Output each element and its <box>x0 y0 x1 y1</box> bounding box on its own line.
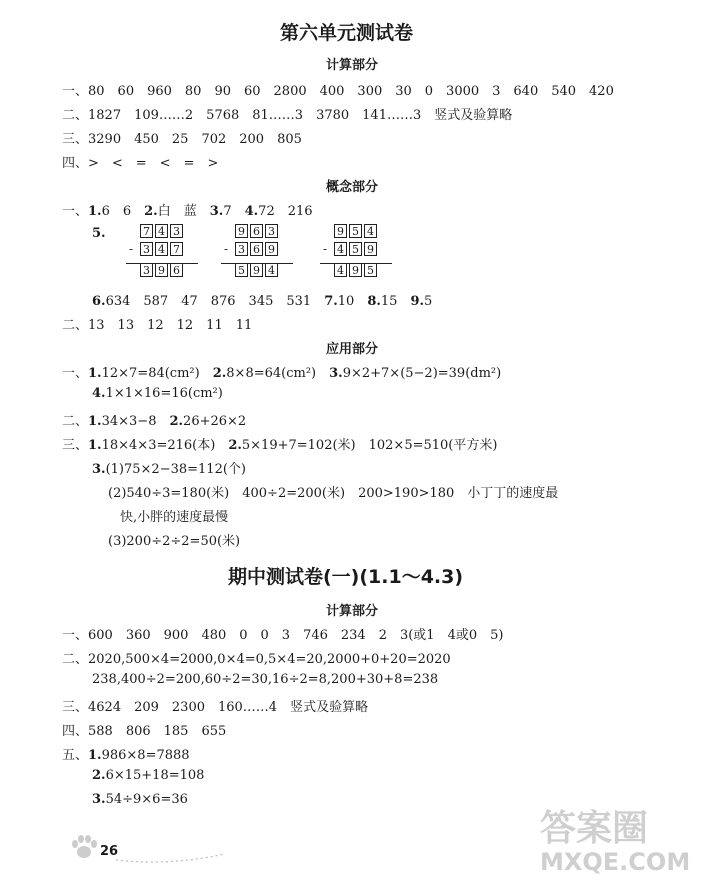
digit-box: 9 <box>364 242 377 256</box>
page-number: 26 <box>100 844 119 859</box>
calc-line-2: 二、1827 109……2 5768 81……3 3780 141……3 竖式及验算略 <box>62 108 513 123</box>
digit-box: 9 <box>349 263 362 277</box>
grid-mid-row <box>129 242 183 256</box>
midterm-line-3: 238,400÷2=200,60÷2=30,16÷2=8,200+30+8=238 <box>92 672 439 687</box>
app-line-2: 4.1×1×16=16(cm²) <box>92 386 223 401</box>
subtraction-grid-3 <box>323 224 377 277</box>
grid-rule <box>320 263 392 264</box>
digit-box: 5 <box>364 263 377 277</box>
digit-box: 4 <box>334 263 347 277</box>
concept-line-4: 二、13 13 12 12 11 11 <box>62 318 253 333</box>
minus-sign: - <box>129 242 134 256</box>
calc-line-1: 一、80 60 960 80 90 60 2800 400 300 30 0 3000 3 640 540 420 <box>62 84 614 99</box>
midterm-q5-3: 3.54÷9×6=36 <box>92 792 188 807</box>
midterm-line-5: 四、588 806 185 655 <box>62 724 227 739</box>
q5-label: 5. <box>92 226 106 241</box>
app-sub-line-3: (3)200÷2÷2=50(米) <box>108 534 241 549</box>
digit-box: 9 <box>265 242 278 256</box>
concept-line-1: 一、1.6 6 2.白 蓝 3.7 4.72 216 <box>62 204 313 219</box>
midterm-q5-1: 五、1.986×8=7888 <box>62 748 190 763</box>
app-sub-line-2: 快,小胖的速度最慢 <box>120 510 229 525</box>
digit-box: 5 <box>349 224 362 238</box>
midterm-q5-2: 2.6×15+18=108 <box>92 768 205 783</box>
midterm-title: 期中测试卷(一)(1.1～4.3) <box>228 566 464 588</box>
grid-mid-row <box>224 242 278 256</box>
digit-box: 9 <box>334 224 347 238</box>
digit-box: 3 <box>265 224 278 238</box>
dotted-swoosh <box>116 850 226 864</box>
grid-top-row <box>334 224 377 238</box>
digit-box: 4 <box>155 242 168 256</box>
app-line-4: 三、1.18×4×3=216(本) 2.5×19+7=102(米) 102×5=510(平方米) <box>62 438 498 453</box>
digit-box: 3 <box>235 242 248 256</box>
digit-box: 3 <box>170 224 183 238</box>
grid-top-row <box>140 224 183 238</box>
grid-rule <box>221 263 293 264</box>
midterm-calc-heading: 计算部分 <box>326 604 379 619</box>
digit-box: 4 <box>364 224 377 238</box>
digit-box: 4 <box>265 263 278 277</box>
digit-box: 6 <box>250 242 263 256</box>
app-sub-line-1: (2)540÷3=180(米) 400÷2=200(米) 200>190>180 小丁丁的速度最 <box>108 486 559 501</box>
concept-line-3: 6.634 587 47 876 345 531 7.10 8.15 9.5 <box>92 294 433 309</box>
digit-box: 3 <box>140 263 153 277</box>
midterm-line-1: 一、600 360 900 480 0 0 3 746 234 2 3(或1 4或0 5) <box>62 628 504 643</box>
paw-icon <box>70 834 98 860</box>
subtraction-grid-1 <box>129 224 183 277</box>
midterm-line-2: 二、2020,500×4=2000,0×4=0,5×4=20,2000+0+20=2020 <box>62 652 451 667</box>
digit-box: 3 <box>140 242 153 256</box>
subtraction-grid-2 <box>224 224 278 277</box>
calc-heading: 计算部分 <box>326 58 379 73</box>
watermark-url: MXQE.COM <box>540 848 691 876</box>
grid-bot-row <box>235 263 278 277</box>
digit-box: 4 <box>155 224 168 238</box>
digit-box: 7 <box>140 224 153 238</box>
concept-heading: 概念部分 <box>326 180 379 195</box>
midterm-line-4: 三、4624 209 2300 160……4 竖式及验算略 <box>62 700 369 715</box>
digit-box: 5 <box>349 242 362 256</box>
digit-box: 7 <box>170 242 183 256</box>
unit6-title: 第六单元测试卷 <box>280 22 414 44</box>
watermark-logo: 答案圈 <box>540 808 649 849</box>
app-heading: 应用部分 <box>326 342 379 357</box>
app-line-5: 3.(1)75×2−38=112(个) <box>92 462 246 477</box>
grid-mid-row <box>323 242 377 256</box>
digit-box: 5 <box>235 263 248 277</box>
grid-bot-row <box>140 263 183 277</box>
digit-box: 9 <box>155 263 168 277</box>
app-line-3: 二、1.34×3−8 2.26+26×2 <box>62 414 247 429</box>
grid-top-row <box>235 224 278 238</box>
grid-bot-row <box>334 263 377 277</box>
digit-box: 6 <box>250 224 263 238</box>
digit-box: 6 <box>170 263 183 277</box>
digit-box: 9 <box>235 224 248 238</box>
grid-rule <box>126 263 198 264</box>
app-line-1: 一、1.12×7=84(cm²) 2.8×8=64(cm²) 3.9×2+7×(5−2)=39(dm²) <box>62 366 502 381</box>
calc-line-3: 三、3290 450 25 702 200 805 <box>62 132 302 147</box>
minus-sign: - <box>323 242 328 256</box>
calc-line-4: 四、> < = < = > <box>62 156 219 171</box>
digit-box: 9 <box>250 263 263 277</box>
digit-box: 4 <box>334 242 347 256</box>
minus-sign: - <box>224 242 229 256</box>
